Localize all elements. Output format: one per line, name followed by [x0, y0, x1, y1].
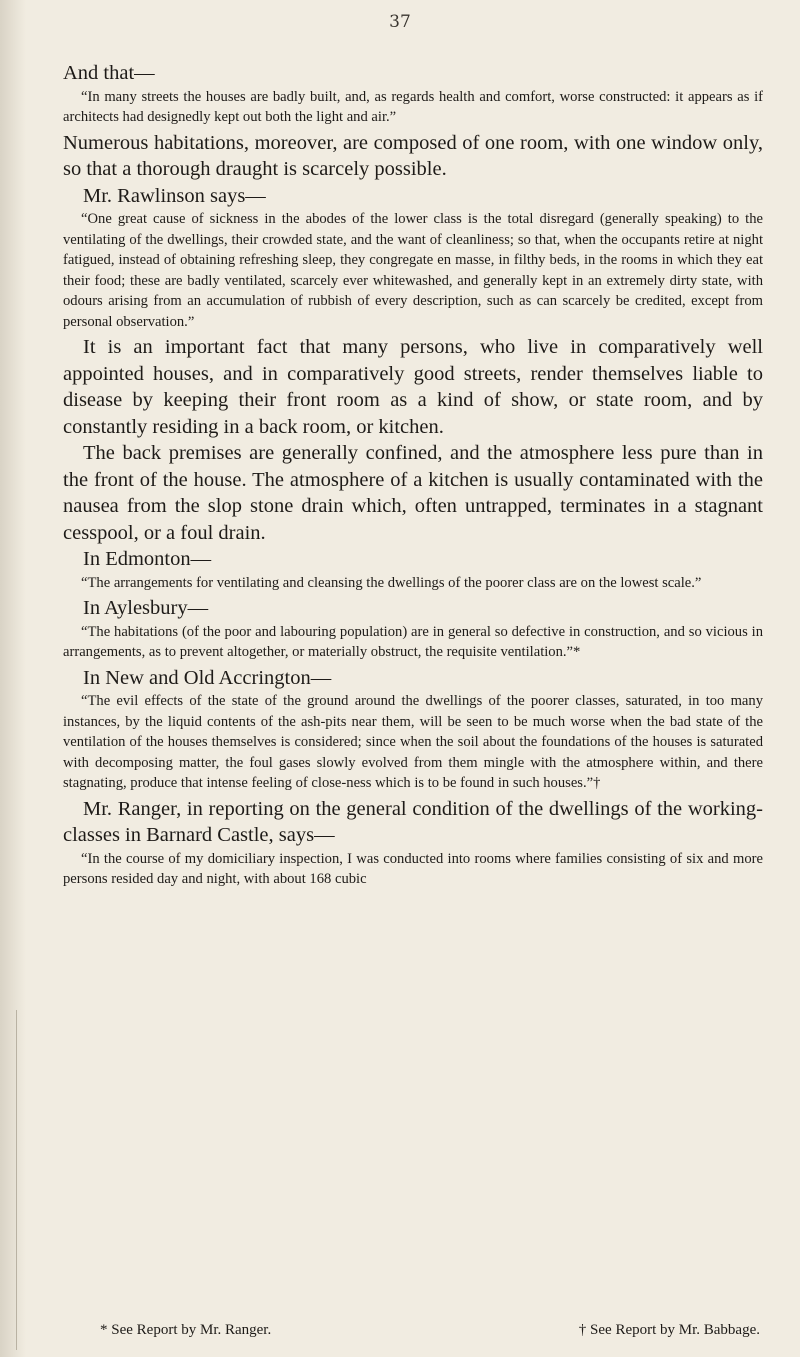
- footnotes: [100, 1322, 760, 1339]
- quote-rawlinson: “One great cause of sickness in the abodes of the lower class is the total disregard (generally speaking) to the ventilating of the dwellings, their crowded state, and the want of cleanliness; so that, when the occupants retire at night fatigued, instead of obtaining refreshing sleep, they congregate en masse, in filthy beds, in the rooms in which they eat their food; these are badly ventilated, scarcely ever whitewashed, and generally kept in an extremely dirty state, with odours arising from an accumulation of rubbish of every description, such as can scarcely be credited, except from personal observation.”: [63, 211, 763, 330]
- quote-accrington: “The evil effects of the state of the ground around the dwellings of the poorer classes, saturated, in too many instances, by the liquid contents of the ash-pits near them, will be seen to be much worse when the bad state of the ventilation of the houses themselves is considered; since when the soil about the foundations of the houses is saturated with decomposing matter, the foul gases slowly evolved from them mingle with the atmosphere within, and there stagnating, produce that intense feeling of close-ness which is to be found in such houses.”†: [63, 693, 763, 791]
- paragraph-ranger: Mr. Ranger, in reporting on the general condition of the dwellings of the working-classes in Barnard Castle, says—: [63, 797, 763, 846]
- quote-edmonton: “The arrangements for ventilating and cleansing the dwellings of the poorer class are on the lowest scale.”: [81, 574, 702, 591]
- paragraph-back-premises: The back premises are generally confined, and the atmosphere less pure than in the front of the house. The atmosphere of a kitchen is usually contaminated with the nausea from the slop stone drain which, often untrapped, terminates in a stagnant cesspool, or a foul drain.: [63, 442, 763, 544]
- paragraph-important-fact: It is an important fact that many persons, who live in comparatively well appointed houses, and in comparatively good streets, render themselves liable to disease by keeping their front room as a kind of show, or state room, and by constantly residing in a back room, or kitchen.: [63, 336, 763, 438]
- paragraph-edmonton: In Edmonton—: [83, 548, 212, 570]
- footnote-ranger: * See Report by Mr. Ranger.: [100, 1322, 272, 1338]
- paragraph-accrington: In New and Old Accrington—: [83, 666, 332, 689]
- quote-architects: “In many streets the houses are badly built, and, as regards health and comfort, worse constructed: it appears as if architects had designedly kept out both the light and air.”: [63, 88, 763, 125]
- paragraph-habitations: Numerous habitations, moreover, are composed of one room, with one window only, so that a thorough draught is scarcely possible.: [63, 131, 763, 180]
- quote-aylesbury: “The habitations (of the poor and labouring population) are in general so defective in construction, and so vicious in arrangements, as to prevent altogether, or materially obstruct, the requisite ventilation.”*: [63, 623, 763, 660]
- page-shadow: [0, 0, 26, 1357]
- paragraph-aylesbury: In Aylesbury—: [83, 597, 209, 619]
- page-number: 37: [389, 12, 411, 32]
- footnote-babbage: † See Report by Mr. Babbage.: [578, 1322, 760, 1338]
- quote-ranger: “In the course of my domiciliary inspection, I was conducted into rooms where families consisting of six and more persons resided day and night, with about 168 cubic: [63, 850, 763, 887]
- page-edge: [16, 1010, 17, 1350]
- paragraph-lead: And that—: [63, 62, 155, 84]
- paragraph-rawlinson: Mr. Rawlinson says—: [83, 184, 266, 207]
- text-column: [63, 60, 763, 892]
